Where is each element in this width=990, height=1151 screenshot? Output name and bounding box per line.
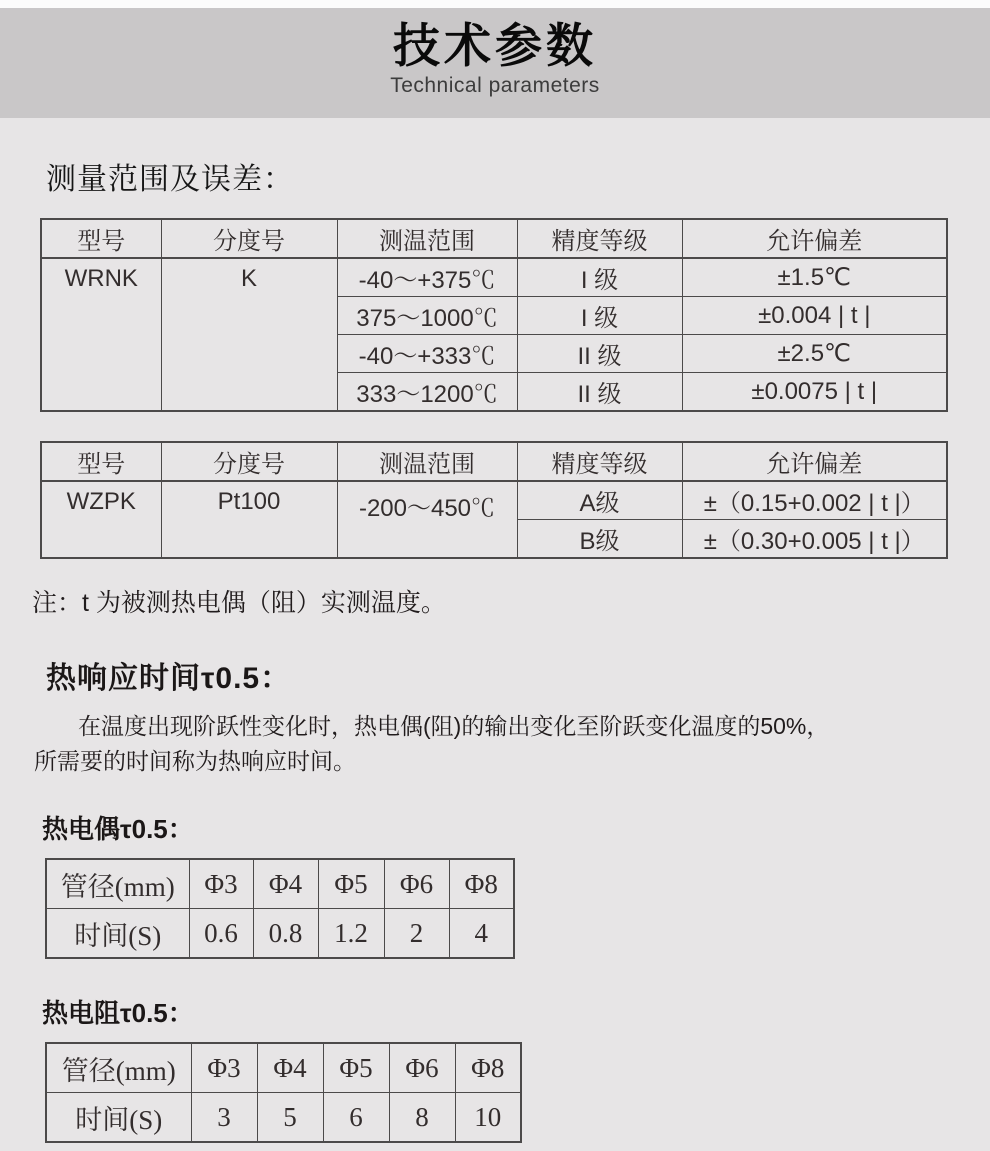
deviation-cell: ±（0.30+0.005 | t |） bbox=[682, 520, 947, 559]
model-cell: WZPK bbox=[41, 481, 161, 558]
time-cell: 3 bbox=[191, 1093, 257, 1143]
table-row bbox=[46, 859, 514, 909]
col-header-graduation: 分度号 bbox=[161, 442, 337, 481]
grade-cell: A级 bbox=[517, 481, 682, 520]
col-header-deviation: 允许偏差 bbox=[682, 219, 947, 258]
response-description-line1: 在温度出现阶跃性变化时，热电偶(阻)的输出变化至阶跃变化温度的50%， bbox=[78, 713, 830, 739]
diameter-cell: Φ4 bbox=[257, 1043, 323, 1093]
table-row bbox=[46, 909, 514, 959]
response-section-heading: 热响应时间τ0.5： bbox=[46, 662, 292, 695]
model-cell: WRNK bbox=[41, 258, 161, 411]
wzpk-range-table bbox=[40, 441, 948, 559]
col-header-grade: 精度等级 bbox=[517, 219, 682, 258]
time-cell: 10 bbox=[455, 1093, 521, 1143]
col-header-model: 型号 bbox=[41, 442, 161, 481]
diameter-cell: Φ4 bbox=[253, 859, 318, 909]
diameter-label-cell: 管径(mm) bbox=[46, 859, 189, 909]
rtd-response-table bbox=[45, 1042, 522, 1143]
response-description bbox=[34, 709, 946, 779]
diameter-cell: Φ6 bbox=[384, 859, 449, 909]
diameter-cell: Φ3 bbox=[189, 859, 253, 909]
table-header-row bbox=[41, 442, 947, 481]
time-cell: 6 bbox=[323, 1093, 389, 1143]
time-cell: 4 bbox=[449, 909, 514, 959]
col-header-deviation: 允许偏差 bbox=[682, 442, 947, 481]
time-cell: 2 bbox=[384, 909, 449, 959]
diameter-cell: Φ5 bbox=[318, 859, 384, 909]
deviation-cell: ±2.5℃ bbox=[682, 335, 947, 373]
col-header-model: 型号 bbox=[41, 219, 161, 258]
col-header-grade: 精度等级 bbox=[517, 442, 682, 481]
table-row bbox=[46, 1043, 521, 1093]
diameter-cell: Φ5 bbox=[323, 1043, 389, 1093]
range-cell: -200～450℃ bbox=[337, 481, 517, 558]
col-header-graduation: 分度号 bbox=[161, 219, 337, 258]
range-cell: 333～1200℃ bbox=[337, 373, 517, 412]
page-subtitle: Technical parameters bbox=[390, 73, 600, 97]
grade-cell: II 级 bbox=[517, 335, 682, 373]
table-row bbox=[41, 481, 947, 520]
thermocouple-response-table bbox=[45, 858, 515, 959]
page-title: 技术参数 bbox=[393, 19, 597, 72]
col-header-range: 测温范围 bbox=[337, 219, 517, 258]
range-cell: 375～1000℃ bbox=[337, 297, 517, 335]
table-row bbox=[41, 258, 947, 297]
wrnk-range-table bbox=[40, 218, 948, 412]
rtd-heading: 热电阻τ0.5： bbox=[42, 998, 194, 1028]
deviation-cell: ±0.004 | t | bbox=[682, 297, 947, 335]
graduation-cell: Pt100 bbox=[161, 481, 337, 558]
content-area bbox=[0, 154, 990, 1143]
diameter-cell: Φ8 bbox=[449, 859, 514, 909]
deviation-cell: ±1.5℃ bbox=[682, 258, 947, 297]
diameter-cell: Φ8 bbox=[455, 1043, 521, 1093]
deviation-cell: ±（0.15+0.002 | t |） bbox=[682, 481, 947, 520]
time-cell: 8 bbox=[389, 1093, 455, 1143]
col-header-range: 测温范围 bbox=[337, 442, 517, 481]
time-label-cell: 时间(S) bbox=[46, 1093, 191, 1143]
range-cell: -40～+333℃ bbox=[337, 335, 517, 373]
range-cell: -40～+375℃ bbox=[337, 258, 517, 297]
grade-cell: B级 bbox=[517, 520, 682, 559]
grade-cell: I 级 bbox=[517, 297, 682, 335]
grade-cell: II 级 bbox=[517, 373, 682, 412]
diameter-cell: Φ6 bbox=[389, 1043, 455, 1093]
grade-cell: I 级 bbox=[517, 258, 682, 297]
time-cell: 0.8 bbox=[253, 909, 318, 959]
table-row bbox=[46, 1093, 521, 1143]
time-cell: 0.6 bbox=[189, 909, 253, 959]
time-cell: 1.2 bbox=[318, 909, 384, 959]
measurement-section-heading: 测量范围及误差： bbox=[46, 163, 294, 196]
thermocouple-heading: 热电偶τ0.5： bbox=[42, 814, 194, 844]
time-cell: 5 bbox=[257, 1093, 323, 1143]
graduation-cell: K bbox=[161, 258, 337, 411]
diameter-label-cell: 管径(mm) bbox=[46, 1043, 191, 1093]
response-description-line2: 所需要的时间称为热响应时间。 bbox=[34, 748, 356, 774]
top-strip bbox=[0, 0, 990, 8]
time-label-cell: 时间(S) bbox=[46, 909, 189, 959]
deviation-cell: ±0.0075 | t | bbox=[682, 373, 947, 412]
note-text: 注：t 为被测热电偶（阻）实测温度。 bbox=[32, 589, 446, 617]
table-header-row bbox=[41, 219, 947, 258]
header-band bbox=[0, 8, 990, 118]
diameter-cell: Φ3 bbox=[191, 1043, 257, 1093]
